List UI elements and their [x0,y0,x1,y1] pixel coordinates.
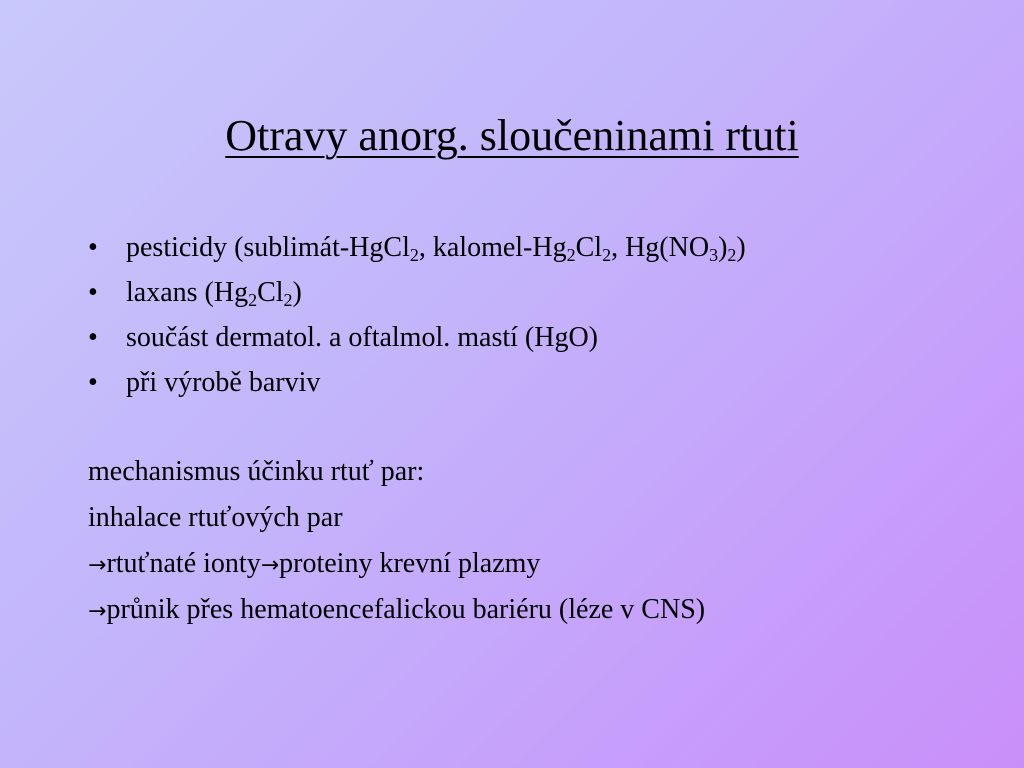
bullet-icon: • [88,367,98,398]
slide-content [88,225,988,633]
arrow-right-icon: → [88,553,107,578]
slide-title-text: Otravy anorg. sloučeninami rtuti [225,111,799,160]
bullet-icon: • [88,322,98,353]
spacer [88,405,988,449]
arrow-right-icon: → [88,599,107,624]
inhalation-line: inhalace rtuťových par [88,502,343,533]
mechanism-heading: mechanismus účinku rtuť par: [88,456,425,487]
barrier-line: →průnik přes hematoencefalickou bariéru (léze v CNS) [88,594,706,625]
bullet-item-laxans: • laxans $(Hg_2Cl_2)$ [88,270,988,315]
arrow-right-icon: → [260,553,280,578]
bullet-item-ointments: • součást dermatol. a oftalmol. mastí (HgO) [88,315,988,360]
bullet-item-dyes: • při výrobě barviv [88,360,988,405]
bullet-list [88,225,988,405]
bullet-icon: • [88,232,98,263]
ions-proteins-line: →rtuťnaté ionty→proteiny krevní plazmy [88,548,541,579]
bullet-item-pesticides: • pesticidy (sublimát-HgCl$_2$, kalomel-$Hg_2Cl_2$, $Hg(NO_3)_2$) [88,225,988,270]
bullet-icon: • [88,277,98,308]
slide-title [0,108,1024,164]
